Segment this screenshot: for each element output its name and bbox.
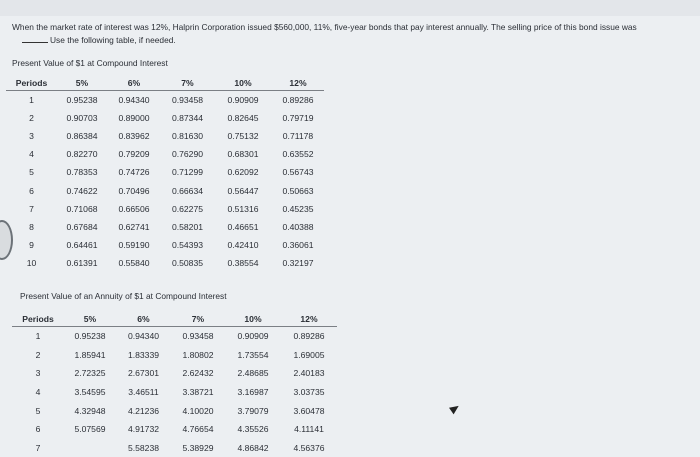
value-cell: 3.03735 bbox=[281, 383, 337, 402]
value-cell: 0.46651 bbox=[214, 218, 272, 236]
pv-table-header-cell: 10% bbox=[214, 75, 272, 91]
value-cell: 3.16987 bbox=[225, 383, 281, 402]
pv-table bbox=[6, 75, 324, 272]
table-row bbox=[6, 91, 324, 110]
table-row bbox=[6, 236, 324, 254]
period-cell: 9 bbox=[6, 236, 57, 254]
value-cell: 0.51316 bbox=[214, 200, 272, 218]
value-cell: 0.54393 bbox=[161, 236, 214, 254]
annuity-table-header-cell: 5% bbox=[64, 311, 116, 327]
value-cell: 1.80802 bbox=[171, 346, 225, 365]
answer-blank[interactable] bbox=[22, 42, 48, 43]
value-cell: 3.60478 bbox=[281, 401, 337, 420]
table-row bbox=[12, 346, 337, 365]
period-cell: 4 bbox=[12, 383, 64, 402]
annuity-table-header-cell: 6% bbox=[116, 311, 171, 327]
period-cell: 1 bbox=[6, 91, 57, 110]
value-cell: 0.90703 bbox=[57, 109, 107, 127]
value-cell bbox=[64, 439, 116, 457]
question-line-2: Use the following table, if needed. bbox=[50, 35, 176, 45]
value-cell: 0.95238 bbox=[64, 327, 116, 346]
table-row bbox=[6, 218, 324, 236]
value-cell: 4.91732 bbox=[116, 420, 171, 439]
value-cell: 0.79719 bbox=[272, 109, 324, 127]
period-cell: 3 bbox=[6, 127, 57, 145]
value-cell: 0.66506 bbox=[107, 200, 161, 218]
value-cell: 0.62741 bbox=[107, 218, 161, 236]
period-cell: 8 bbox=[6, 218, 57, 236]
value-cell: 2.48685 bbox=[225, 364, 281, 383]
value-cell: 4.86842 bbox=[225, 439, 281, 457]
table-row bbox=[6, 145, 324, 163]
period-cell: 7 bbox=[12, 439, 64, 457]
value-cell: 0.63552 bbox=[272, 145, 324, 163]
period-cell: 1 bbox=[12, 327, 64, 346]
value-cell: 3.54595 bbox=[64, 383, 116, 402]
pv-table-header-row bbox=[6, 75, 324, 91]
value-cell: 0.50835 bbox=[161, 254, 214, 272]
annuity-table-header-cell: 12% bbox=[281, 311, 337, 327]
annuity-table-header-cell: 10% bbox=[225, 311, 281, 327]
period-cell: 6 bbox=[6, 181, 57, 199]
value-cell: 0.36061 bbox=[272, 236, 324, 254]
value-cell: 3.38721 bbox=[171, 383, 225, 402]
value-cell: 0.64461 bbox=[57, 236, 107, 254]
table-row bbox=[6, 254, 324, 272]
table-row bbox=[6, 200, 324, 218]
value-cell: 4.35526 bbox=[225, 420, 281, 439]
period-cell: 4 bbox=[6, 145, 57, 163]
table-row bbox=[12, 420, 337, 439]
annuity-table-body bbox=[12, 327, 337, 457]
value-cell: 0.71068 bbox=[57, 200, 107, 218]
value-cell: 0.94340 bbox=[116, 327, 171, 346]
value-cell: 0.59190 bbox=[107, 236, 161, 254]
value-cell: 0.71178 bbox=[272, 127, 324, 145]
table-row bbox=[12, 364, 337, 383]
value-cell: 0.74726 bbox=[107, 163, 161, 181]
period-cell: 6 bbox=[12, 420, 64, 439]
period-cell: 5 bbox=[12, 401, 64, 420]
value-cell: 0.78353 bbox=[57, 163, 107, 181]
period-cell: 2 bbox=[12, 346, 64, 365]
period-cell: 5 bbox=[6, 163, 57, 181]
screen-top-bar bbox=[0, 0, 700, 16]
period-cell: 10 bbox=[6, 254, 57, 272]
value-cell: 4.56376 bbox=[281, 439, 337, 457]
period-cell: 3 bbox=[12, 364, 64, 383]
period-cell: 7 bbox=[6, 200, 57, 218]
value-cell: 0.86384 bbox=[57, 127, 107, 145]
value-cell: 0.45235 bbox=[272, 200, 324, 218]
value-cell: 0.56743 bbox=[272, 163, 324, 181]
pv-table-header-cell: 7% bbox=[161, 75, 214, 91]
table-row bbox=[12, 383, 337, 402]
question-text bbox=[12, 21, 692, 47]
pv-table-header-cell: Periods bbox=[6, 75, 57, 91]
value-cell: 5.38929 bbox=[171, 439, 225, 457]
value-cell: 0.32197 bbox=[272, 254, 324, 272]
value-cell: 0.40388 bbox=[272, 218, 324, 236]
table-row bbox=[6, 109, 324, 127]
value-cell: 0.61391 bbox=[57, 254, 107, 272]
value-cell: 5.07569 bbox=[64, 420, 116, 439]
pv-table-header-cell: 12% bbox=[272, 75, 324, 91]
value-cell: 2.72325 bbox=[64, 364, 116, 383]
value-cell: 0.38554 bbox=[214, 254, 272, 272]
pv-table-header-cell: 6% bbox=[107, 75, 161, 91]
value-cell: 0.62092 bbox=[214, 163, 272, 181]
mouse-cursor-icon bbox=[449, 403, 461, 415]
value-cell: 1.83339 bbox=[116, 346, 171, 365]
value-cell: 0.90909 bbox=[225, 327, 281, 346]
value-cell: 0.67684 bbox=[57, 218, 107, 236]
value-cell: 4.21236 bbox=[116, 401, 171, 420]
value-cell: 0.68301 bbox=[214, 145, 272, 163]
value-cell: 1.73554 bbox=[225, 346, 281, 365]
table-row bbox=[12, 327, 337, 346]
value-cell: 0.79209 bbox=[107, 145, 161, 163]
table-row bbox=[12, 439, 337, 457]
pv-table-header-cell: 5% bbox=[57, 75, 107, 91]
value-cell: 0.89000 bbox=[107, 109, 161, 127]
annuity-table-title: Present Value of an Annuity of $1 at Compound Interest bbox=[20, 291, 227, 301]
value-cell: 0.90909 bbox=[214, 91, 272, 110]
period-cell: 2 bbox=[6, 109, 57, 127]
value-cell: 0.62275 bbox=[161, 200, 214, 218]
table-row bbox=[6, 181, 324, 199]
annuity-table-header-row bbox=[12, 311, 337, 327]
value-cell: 0.50663 bbox=[272, 181, 324, 199]
value-cell: 1.69005 bbox=[281, 346, 337, 365]
value-cell: 0.66634 bbox=[161, 181, 214, 199]
value-cell: 0.93458 bbox=[171, 327, 225, 346]
value-cell: 0.82645 bbox=[214, 109, 272, 127]
value-cell: 2.40183 bbox=[281, 364, 337, 383]
pv-table-title: Present Value of $1 at Compound Interest bbox=[12, 58, 168, 68]
table-row bbox=[6, 163, 324, 181]
value-cell: 0.42410 bbox=[214, 236, 272, 254]
value-cell: 0.89286 bbox=[272, 91, 324, 110]
value-cell: 0.94340 bbox=[107, 91, 161, 110]
value-cell: 0.70496 bbox=[107, 181, 161, 199]
annuity-table-header-cell: 7% bbox=[171, 311, 225, 327]
value-cell: 3.46511 bbox=[116, 383, 171, 402]
annuity-table-header-cell: Periods bbox=[12, 311, 64, 327]
value-cell: 5.58238 bbox=[116, 439, 171, 457]
value-cell: 4.10020 bbox=[171, 401, 225, 420]
table-row bbox=[12, 401, 337, 420]
value-cell: 0.95238 bbox=[57, 91, 107, 110]
value-cell: 0.89286 bbox=[281, 327, 337, 346]
pv-table-body bbox=[6, 91, 324, 272]
value-cell: 2.67301 bbox=[116, 364, 171, 383]
question-line-1: When the market rate of interest was 12%, Halprin Corporation issued $560,000, 11%, five-year bonds that pay interest annually. The selling price of this bond issue was bbox=[12, 21, 692, 34]
value-cell: 1.85941 bbox=[64, 346, 116, 365]
value-cell: 0.81630 bbox=[161, 127, 214, 145]
value-cell: 0.74622 bbox=[57, 181, 107, 199]
value-cell: 0.71299 bbox=[161, 163, 214, 181]
value-cell: 0.93458 bbox=[161, 91, 214, 110]
value-cell: 0.87344 bbox=[161, 109, 214, 127]
value-cell: 0.75132 bbox=[214, 127, 272, 145]
value-cell: 0.76290 bbox=[161, 145, 214, 163]
value-cell: 3.79079 bbox=[225, 401, 281, 420]
value-cell: 4.11141 bbox=[281, 420, 337, 439]
table-row bbox=[6, 127, 324, 145]
value-cell: 2.62432 bbox=[171, 364, 225, 383]
value-cell: 0.56447 bbox=[214, 181, 272, 199]
value-cell: 0.55840 bbox=[107, 254, 161, 272]
value-cell: 4.32948 bbox=[64, 401, 116, 420]
value-cell: 4.76654 bbox=[171, 420, 225, 439]
value-cell: 0.82270 bbox=[57, 145, 107, 163]
value-cell: 0.83962 bbox=[107, 127, 161, 145]
annuity-table bbox=[12, 311, 337, 457]
value-cell: 0.58201 bbox=[161, 218, 214, 236]
